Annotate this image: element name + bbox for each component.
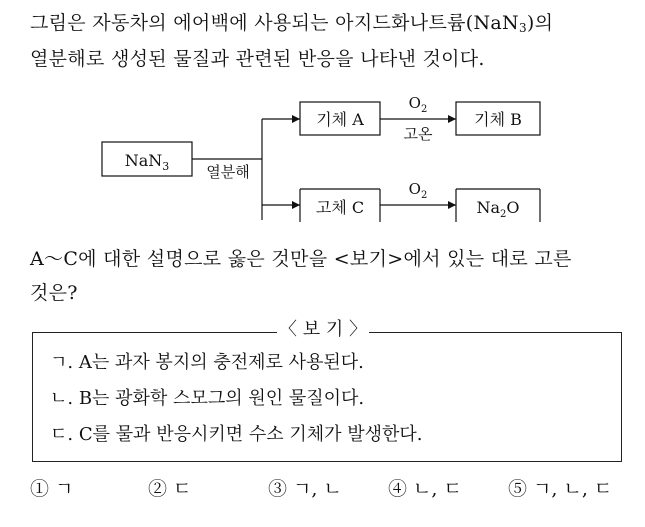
- question-line-2: 열분해로 생성된 물질과 관련된 반응을 나타낸 것이다.: [30, 48, 485, 70]
- choice-4[interactable]: ④ ㄴ, ㄷ: [388, 478, 462, 500]
- choice-1[interactable]: ① ㄱ: [30, 478, 74, 500]
- bogi-item-b: ㄴ. B는 광화학 스모그의 원인 물질이다.: [50, 388, 365, 409]
- choice-5[interactable]: ⑤ ㄱ, ㄴ, ㄷ: [508, 478, 613, 500]
- bogi-item-a: ㄱ. A는 과자 봉지의 충전제로 사용된다.: [50, 352, 364, 373]
- arrow-c-to-na2o: [448, 201, 456, 209]
- o2-label-top: $O_2$: [408, 94, 428, 115]
- choice-2[interactable]: ② ㄷ: [148, 478, 192, 500]
- arrow-to-solid-c: [292, 201, 300, 209]
- bogi-item-c: ㄷ. C를 물과 반응시키면 수소 기체가 발생한다.: [50, 424, 423, 445]
- o2-label-bottom: $O_2$: [408, 180, 428, 201]
- arrow-to-gas-a: [292, 115, 300, 123]
- bogi-title: 〈 보 기 〉: [277, 317, 369, 343]
- question-line-1: 그림은 자동차의 에어백에 사용되는 아지드화나트륨(NaN$_3$)의: [30, 12, 554, 35]
- decomposition-label: 열분해: [206, 163, 250, 181]
- choice-3[interactable]: ③ ㄱ, ㄴ: [268, 478, 342, 500]
- na2o-label: $Na_2O$: [476, 198, 520, 220]
- high-temp-label: 고온: [403, 125, 433, 143]
- nan3-label: NaN$_3$: [124, 151, 170, 173]
- solid-c-label: 고체 C: [315, 198, 365, 217]
- arrow-a-to-b: [448, 115, 456, 123]
- question-line-4: 것은?: [30, 282, 78, 304]
- question-line-3: A～C에 대한 설명으로 옳은 것만을 <보기>에서 있는 대로 고른: [30, 248, 572, 270]
- gas-b-label: 기체 B: [474, 110, 522, 129]
- gas-a-label: 기체 A: [316, 110, 364, 129]
